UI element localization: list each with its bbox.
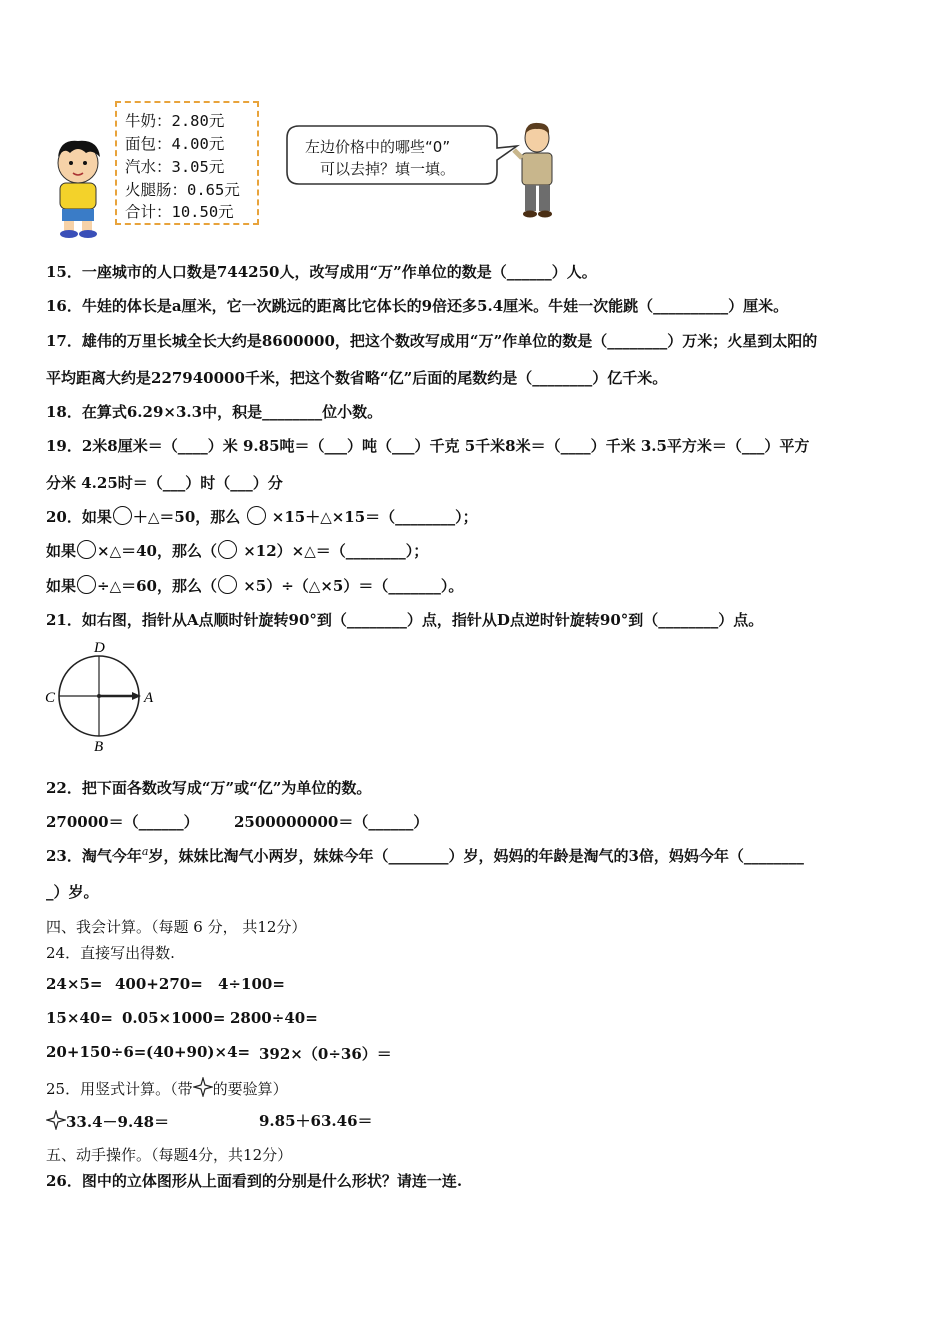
question-23-line-2: _）岁。: [46, 883, 99, 901]
q25-text-2: 的要验算）: [212, 1080, 288, 1098]
circle-symbol: [218, 575, 237, 594]
clock-label-a: A: [144, 690, 154, 706]
circle-symbol: [113, 506, 132, 525]
q20b-text-2: ×△＝40，那么（: [97, 542, 217, 560]
question-20-c: [46, 575, 463, 596]
bubble-line-2: 可以去掉？填一填。: [320, 160, 456, 178]
q20b-text-3: ×12）×△＝（________）；: [243, 542, 429, 560]
question-26: 26．图中的立体图形从上面看到的分别是什么形状？请连一连.: [46, 1172, 463, 1190]
circle-symbol: [77, 575, 96, 594]
question-17-line-1: 17．雄伟的万里长城全长大约是8600000，把这个数改写成用“万”作单位的数是（________）万米；火星到太阳的: [46, 332, 818, 350]
question-21: 21．如右图，指针从A点顺时针旋转90°到（________）点，指针从D点逆时针旋转90°到（________）点。: [46, 611, 764, 629]
q25-item-1-text: 33.4－9.48＝: [66, 1113, 170, 1131]
q25-item-2: 9.85＋63.46＝: [259, 1112, 373, 1130]
q23-text-1: 23．淘气今年: [46, 847, 142, 865]
question-22: 22．把下面各数改写成“万”或“亿”为单位的数。: [46, 779, 372, 797]
question-16: 16．牛娃的体长是a厘米，它一次跳远的距离比它体长的9倍还多5.4厘米。牛娃一次能跳（__________）厘米。: [46, 297, 789, 315]
q20a-text-2: ＋△＝50，那么: [132, 508, 241, 526]
price-item: 火腿肠：0.65元: [125, 181, 240, 199]
clock-figure: [44, 636, 164, 756]
bubble-line-1: 左边价格中的哪些“0”: [305, 138, 451, 156]
price-item: 面包：4.00元: [125, 135, 225, 153]
boy-illustration: [48, 135, 110, 239]
q20b-text-1: 如果: [46, 542, 77, 560]
question-17-line-2: 平均距离大约是227940000千米，把这个数省略“亿”后面的尾数约是（________）亿千米。: [46, 369, 668, 387]
q25-text-1: 25．用竖式计算。（带: [46, 1080, 193, 1098]
price-item: 合计：10.50元: [125, 203, 234, 221]
circle-symbol: [247, 506, 266, 525]
q22-item-1: 270000＝（______）: [46, 813, 199, 831]
q24-row-2-col-2: 0.05×1000=: [122, 1009, 226, 1027]
q24-row-2-col-1: 15×40=: [46, 1009, 113, 1027]
circle-symbol: [218, 540, 237, 559]
q24-row-3-col-1: 20+150÷6=: [46, 1043, 147, 1061]
clock-label-d: D: [94, 640, 105, 656]
q20c-text-3: ×5）÷（△×5）＝（_______）。: [243, 577, 464, 595]
q20c-text-1: 如果: [46, 577, 77, 595]
star-icon: [193, 1077, 213, 1097]
clock-label-b: B: [94, 739, 104, 755]
question-18: 18．在算式6.29×3.3中，积是________位小数。: [46, 403, 383, 421]
q20a-text-3: ×15＋△×15＝（________）；: [271, 508, 478, 526]
price-item: 牛奶：2.80元: [125, 112, 225, 130]
question-20-b: [46, 540, 428, 561]
q23-text-2: 岁，妹妹比淘气小两岁，妹妹今年（________）岁，妈妈的年龄是淘气的3倍，妈妈今年（________: [148, 847, 804, 865]
clock-label-c: C: [45, 690, 56, 706]
q24-row-3-col-3: 392×（0÷36）＝: [259, 1045, 392, 1063]
teacher-illustration: [512, 120, 562, 220]
star-icon: [46, 1110, 66, 1130]
price-item: 汽水：3.05元: [125, 158, 225, 176]
question-24: 24．直接写出得数.: [46, 944, 175, 962]
question-15: 15．一座城市的人口数是744250人，改写成用“万”作单位的数是（______）人。: [46, 263, 597, 281]
question-25: [46, 1077, 288, 1099]
q24-row-2-col-3: 2800÷40=: [230, 1009, 318, 1027]
price-list-box: [115, 101, 259, 225]
section-5-heading: 五、动手操作。（每题4分，共12分）: [46, 1146, 293, 1164]
q24-row-1-col-1: 24×5=: [46, 975, 103, 993]
circle-symbol: [77, 540, 96, 559]
q24-row-3-col-2: (40+90)×4=: [146, 1043, 251, 1061]
question-19-line-1: 19．2米8厘米＝（____）米 9.85吨＝（___）吨（___）千克 5千米8米＝（____）千米 3.5平方米＝（___）平方: [46, 437, 810, 455]
q25-item-1: [46, 1110, 169, 1132]
q20a-text-1: 20．如果: [46, 508, 112, 526]
question-23-line-1: [46, 845, 804, 866]
question-20-a: [46, 506, 478, 527]
q23-variable: a: [141, 845, 149, 858]
q22-item-2: 2500000000＝（______）: [234, 813, 429, 831]
section-4-heading: 四、我会计算。（每题 6 分， 共12分）: [46, 918, 307, 936]
question-19-line-2: 分米 4.25时＝（___）时（___）分: [46, 474, 283, 492]
q20c-text-2: ÷△＝60，那么（: [97, 577, 217, 595]
q24-row-1-col-3: 4÷100=: [218, 975, 285, 993]
q24-row-1-col-2: 400+270=: [115, 975, 203, 993]
